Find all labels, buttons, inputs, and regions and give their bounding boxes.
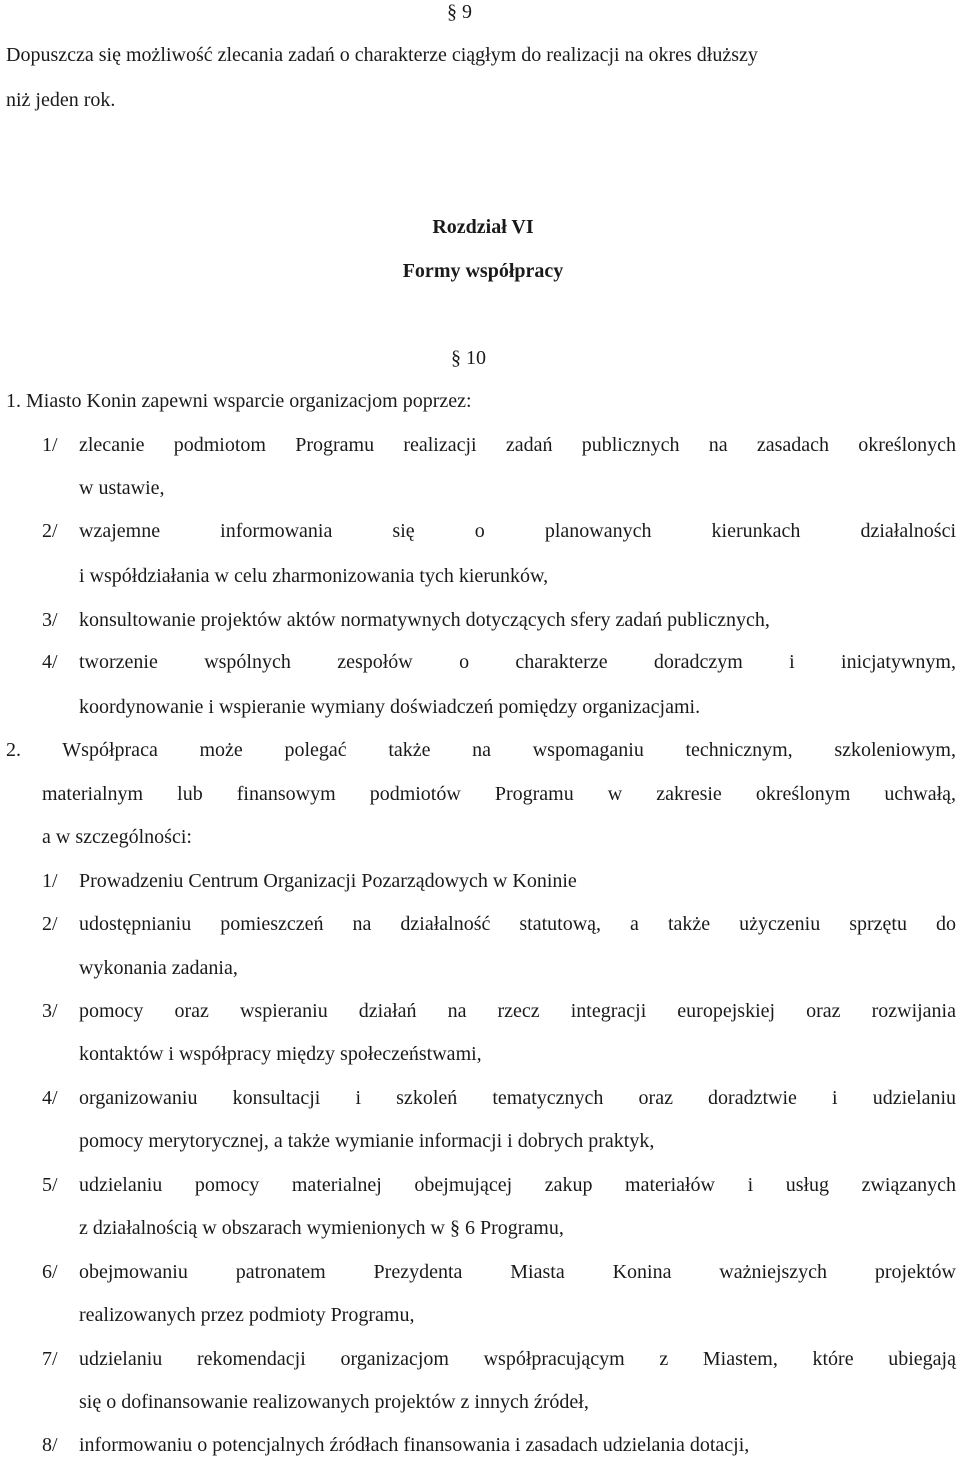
list-item-line: wzajemne informowania się o planowanych kierunkach działalności	[79, 520, 956, 542]
list-item-line: wykonania zadania,	[79, 957, 238, 979]
list-item-line: udzielaniu rekomendacji organizacjom współpracującym z Miastem, które ubiegają	[79, 1348, 956, 1370]
list-item-number: 4/	[42, 651, 58, 673]
list-item-line: organizowaniu konsultacji i szkoleń tematycznych oraz doradztwie i udzielaniu	[79, 1087, 956, 1109]
list-item-number: 5/	[42, 1174, 58, 1196]
section-9-text-line-2: niż jeden rok.	[6, 89, 116, 111]
list-item-line: pomocy merytorycznej, a także wymianie informacji i dobrych praktyk,	[79, 1130, 655, 1152]
list-item-line: informowaniu o potencjalnych źródłach finansowania i zasadach udzielania dotacji,	[79, 1434, 750, 1456]
list-item-line: tworzenie wspólnych zespołów o charakterze doradczym i inicjatywnym,	[79, 651, 956, 673]
section-9-heading: § 9	[447, 1, 472, 23]
list-item-line: kontaktów i współpracy między społeczeństwami,	[79, 1043, 482, 1065]
list-item-line: Prowadzeniu Centrum Organizacji Pozarządowych w Koninie	[79, 870, 577, 892]
list-item-line: obejmowaniu patronatem Prezydenta Miasta Konina ważniejszych projektów	[79, 1261, 956, 1283]
list-item-number: 1/	[42, 434, 58, 456]
paragraph-2-intro-line-2: materialnym lub finansowym podmiotów Programu w zakresie określonym uchwałą,	[42, 783, 956, 805]
paragraph-2-intro-line-1: 2. Współpraca może polegać także na wspomaganiu technicznym, szkoleniowym,	[6, 739, 956, 761]
section-9-text-line-1: Dopuszcza się możliwość zlecania zadań o charakterze ciągłym do realizacji na okres dłuższy	[6, 44, 758, 66]
paragraph-2-intro-line-3: a w szczególności:	[42, 826, 192, 848]
list-item-number: 6/	[42, 1261, 58, 1283]
list-item-number: 3/	[42, 1000, 58, 1022]
list-item-number: 4/	[42, 1087, 58, 1109]
list-item-line: konsultowanie projektów aktów normatywnych dotyczących sfery zadań publicznych,	[79, 609, 770, 631]
list-item-line: pomocy oraz wspieraniu działań na rzecz integracji europejskiej oraz rozwijania	[79, 1000, 956, 1022]
list-item-line: koordynowanie i wspieranie wymiany doświadczeń pomiędzy organizacjami.	[79, 696, 701, 718]
list-item-line: i współdziałania w celu zharmonizowania tych kierunków,	[79, 565, 549, 587]
list-item-line: udzielaniu pomocy materialnej obejmującej zakup materiałów i usług związanych	[79, 1174, 956, 1196]
chapter-subtitle: Formy współpracy	[402, 260, 564, 282]
list-item-number: 1/	[42, 870, 58, 892]
chapter-title: Rozdział VI	[432, 216, 534, 238]
list-item-number: 8/	[42, 1434, 58, 1456]
list-item-number: 3/	[42, 609, 58, 631]
list-item-number: 7/	[42, 1348, 58, 1370]
list-item-line: udostępnianiu pomieszczeń na działalność statutową, a także użyczeniu sprzętu do	[79, 913, 956, 935]
list-item-number: 2/	[42, 520, 58, 542]
list-item-number: 2/	[42, 913, 58, 935]
list-item-line: z działalnością w obszarach wymienionych w § 6 Programu,	[79, 1217, 564, 1239]
section-10-heading: § 10	[451, 347, 486, 369]
list-item-line: zlecanie podmiotom Programu realizacji zadań publicznych na zasadach określonych	[79, 434, 956, 456]
list-item-line: się o dofinansowanie realizowanych projektów z innych źródeł,	[79, 1391, 589, 1413]
paragraph-1-intro: 1. Miasto Konin zapewni wsparcie organizacjom poprzez:	[6, 390, 472, 412]
list-item-line: realizowanych przez podmioty Programu,	[79, 1304, 415, 1326]
list-item-line: w ustawie,	[79, 477, 165, 499]
